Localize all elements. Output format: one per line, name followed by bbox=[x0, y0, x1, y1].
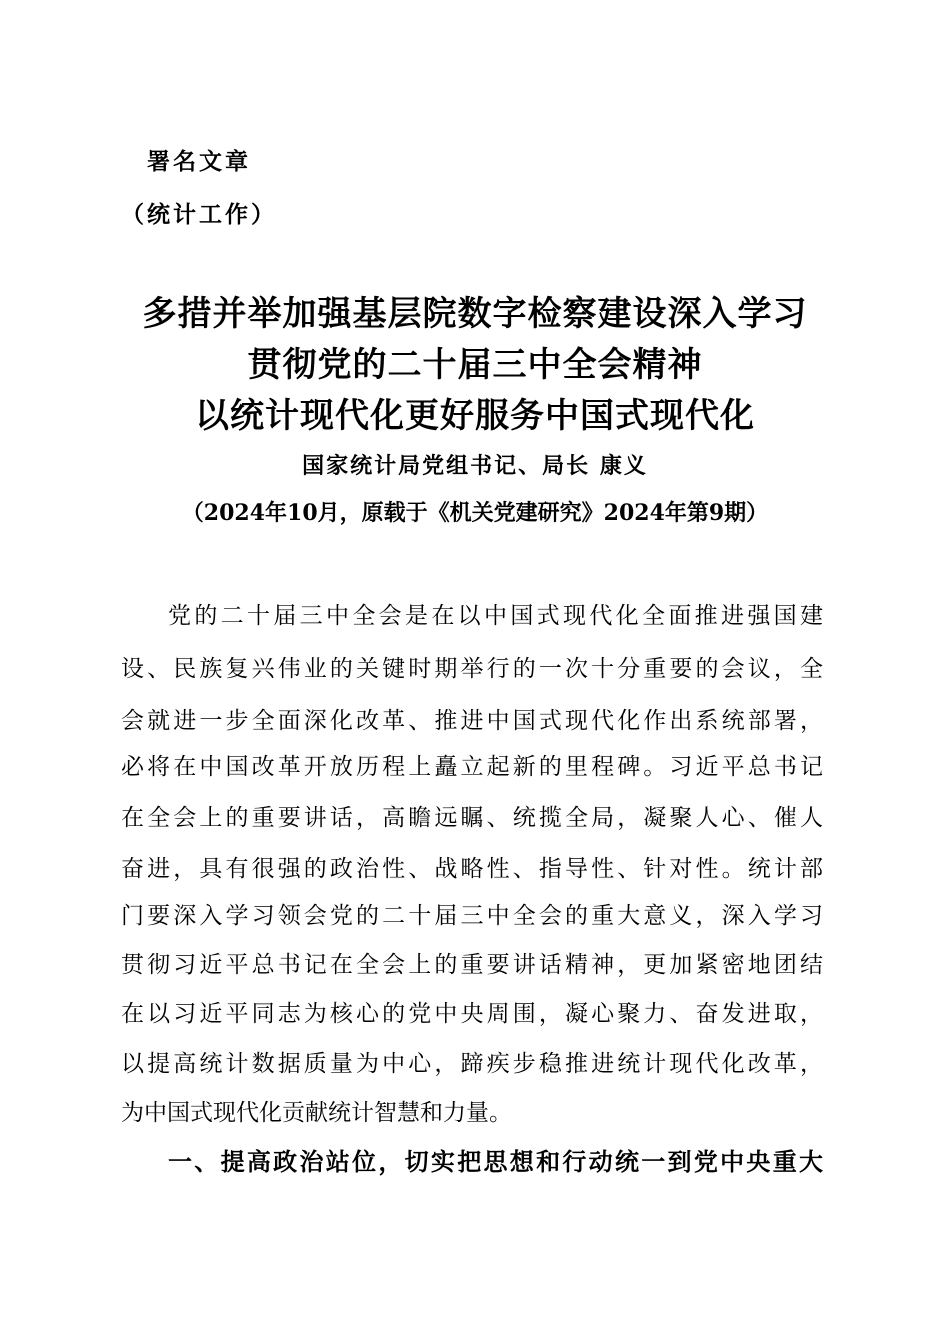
author-line: 国家统计局党组书记、局长 康义 bbox=[302, 453, 648, 479]
body-line-11: 为中国式现代化贡献统计智慧和力量。 bbox=[121, 1100, 512, 1126]
title-line-2: 贯彻党的二十届三中全会精神 bbox=[247, 345, 703, 385]
body-line-2: 设、民族复兴伟业的关键时期举行的一次十分重要的会议，全 bbox=[121, 656, 823, 682]
body-line-8: 贯彻习近平总书记在全会上的重要讲话精神，更加紧密地团结 bbox=[121, 952, 823, 978]
body-line-4: 必将在中国改革开放历程上矗立起新的里程碑。习近平总书记 bbox=[121, 754, 823, 780]
body-line-6: 奋进，具有很强的政治性、战略性、指导性、针对性。统计部 bbox=[121, 856, 823, 882]
body-line-1: 党的二十届三中全会是在以中国式现代化全面推进强国建 bbox=[168, 603, 823, 629]
body-line-10: 以提高统计数据质量为中心，蹄疾步稳推进统计现代化改革， bbox=[121, 1051, 823, 1077]
article-type-label: 署名文章 bbox=[147, 148, 251, 175]
category-label: （统计工作） bbox=[121, 201, 277, 228]
title-line-3: 以统计现代化更好服务中国式现代化 bbox=[195, 396, 755, 436]
body-line-3: 会就进一步全面深化改革、推进中国式现代化作出系统部署， bbox=[121, 708, 823, 734]
title-line-1: 多措并举加强基层院数字检察建设深入学习 bbox=[142, 294, 808, 334]
body-line-7: 门要深入学习领会党的二十届三中全会的重大意义，深入学习 bbox=[121, 903, 823, 929]
source-line: （2024年10月，原载于《机关党建研究》2024年第9期） bbox=[181, 500, 769, 526]
body-line-9: 在以习近平同志为核心的党中央周围，凝心聚力、奋发进取， bbox=[121, 1001, 823, 1027]
section-heading: 一、提高政治站位，切实把思想和行动统一到党中央重大 bbox=[168, 1148, 823, 1176]
body-line-5: 在全会上的重要讲话，高瞻远瞩、统揽全局，凝聚人心、催人 bbox=[121, 805, 823, 831]
